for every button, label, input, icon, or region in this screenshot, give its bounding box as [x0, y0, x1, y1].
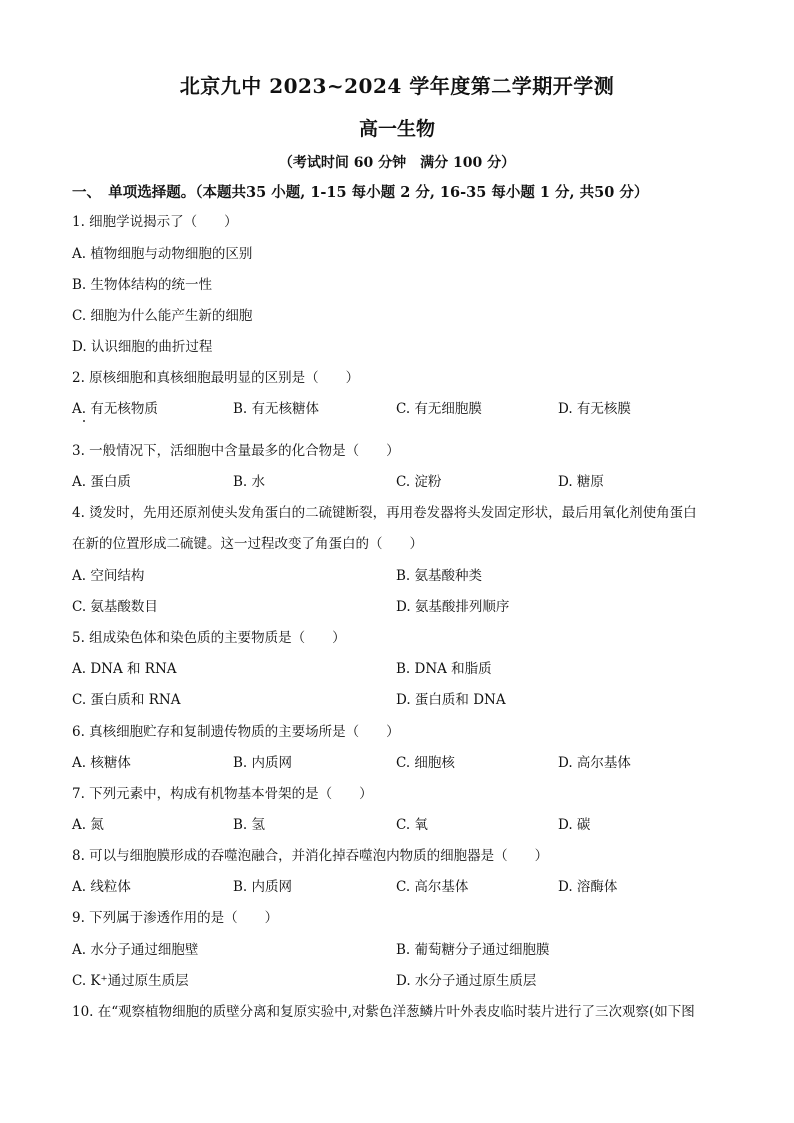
question-3-option-a: A. 蛋白质	[72, 474, 131, 490]
question-4-option-d: D. 氨基酸排列顺序	[396, 599, 510, 615]
question-1-option-b: B. 生物体结构的统一性	[72, 277, 213, 293]
question-6-stem: 6. 真核细胞贮存和复制遗传物质的主要场所是（ ）	[72, 724, 400, 740]
question-1-option-a: A. 植物细胞与动物细胞的区别	[72, 246, 253, 262]
question-9-option-a: A. 水分子通过细胞壁	[72, 942, 199, 958]
question-9-stem: 9. 下列属于渗透作用的是（ ）	[72, 910, 279, 926]
question-9-option-c: C. K⁺通过原生质层	[72, 973, 189, 989]
question-4-stem-line-2: 在新的位置形成二硫键。这一过程改变了角蛋白的（ ）	[72, 536, 423, 552]
question-6-option-c: C. 细胞核	[396, 755, 455, 771]
subject-title: 高一生物	[358, 118, 435, 140]
question-8-stem: 8. 可以与细胞膜形成的吞噬泡融合，并消化掉吞噬泡内物质的细胞器是（ ）	[72, 848, 549, 864]
question-2-stem: 2. 原核细胞和真核细胞最明显的区别是（ ）	[72, 370, 360, 386]
question-4-stem-line-1: 4. 烫发时，先用还原剂使头发角蛋白的二硫键断裂，再用卷发器将头发固定形状，最后用氧化剂使角蛋白	[72, 505, 697, 521]
question-8-option-d: D. 溶酶体	[558, 879, 618, 895]
question-2-option-a: A. 有无核物质	[72, 401, 158, 417]
question-10-stem: 10. 在“观察植物细胞的质壁分离和复原实验中,对紫色洋葱鳞片叶外表皮临时装片进行了三次观察(如下图	[72, 1004, 695, 1020]
question-4-option-c: C. 氨基酸数目	[72, 599, 158, 615]
exam-info: （考试时间 60 分钟 满分 100 分）	[278, 155, 516, 171]
question-2-option-b: B. 有无核糖体	[233, 401, 320, 417]
question-7-stem: 7. 下列元素中，构成有机物基本骨架的是（ ）	[72, 786, 373, 802]
question-1-option-d: D. 认识细胞的曲折过程	[72, 339, 213, 355]
question-9-option-b: B. 葡萄糖分子通过细胞膜	[396, 942, 550, 958]
question-5-stem: 5. 组成染色体和染色质的主要物质是（ ）	[72, 630, 346, 646]
question-4-option-a: A. 空间结构	[72, 568, 145, 584]
question-5-option-c: C. 蛋白质和 RNA	[72, 692, 181, 708]
section-heading: 一、 单项选择题。（本题共35 小题, 1-15 每小题 2 分, 16-35 每小题 1 分, 共50 分）	[72, 184, 649, 201]
question-3-option-b: B. 水	[233, 474, 266, 490]
question-1-stem: 1. 细胞学说揭示了（ ）	[72, 214, 238, 230]
question-7-option-a: A. 氮	[72, 817, 104, 833]
question-1-option-c: C. 细胞为什么能产生新的细胞	[72, 308, 253, 324]
question-6-option-a: A. 核糖体	[72, 755, 131, 771]
question-8-option-b: B. 内质网	[233, 879, 293, 895]
stray-mark	[83, 420, 85, 422]
question-2-option-d: D. 有无核膜	[558, 401, 631, 417]
question-5-option-b: B. DNA 和脂质	[396, 661, 492, 677]
question-6-option-b: B. 内质网	[233, 755, 293, 771]
question-3-option-d: D. 糖原	[558, 474, 604, 490]
question-8-option-c: C. 高尔基体	[396, 879, 469, 895]
question-3-option-c: C. 淀粉	[396, 474, 442, 490]
question-7-option-b: B. 氢	[233, 817, 266, 833]
question-6-option-d: D. 高尔基体	[558, 755, 631, 771]
question-9-option-d: D. 水分子通过原生质层	[396, 973, 537, 989]
question-2-option-c: C. 有无细胞膜	[396, 401, 482, 417]
question-3-stem: 3. 一般情况下，活细胞中含量最多的化合物是（ ）	[72, 443, 400, 459]
page-title: 北京九中 2023~2024 学年度第二学期开学测	[179, 74, 615, 98]
question-5-option-d: D. 蛋白质和 DNA	[396, 692, 506, 708]
question-7-option-d: D. 碳	[558, 817, 591, 833]
question-4-option-b: B. 氨基酸种类	[396, 568, 483, 584]
question-7-option-c: C. 氧	[396, 817, 428, 833]
question-5-option-a: A. DNA 和 RNA	[72, 661, 177, 677]
question-8-option-a: A. 线粒体	[72, 879, 131, 895]
